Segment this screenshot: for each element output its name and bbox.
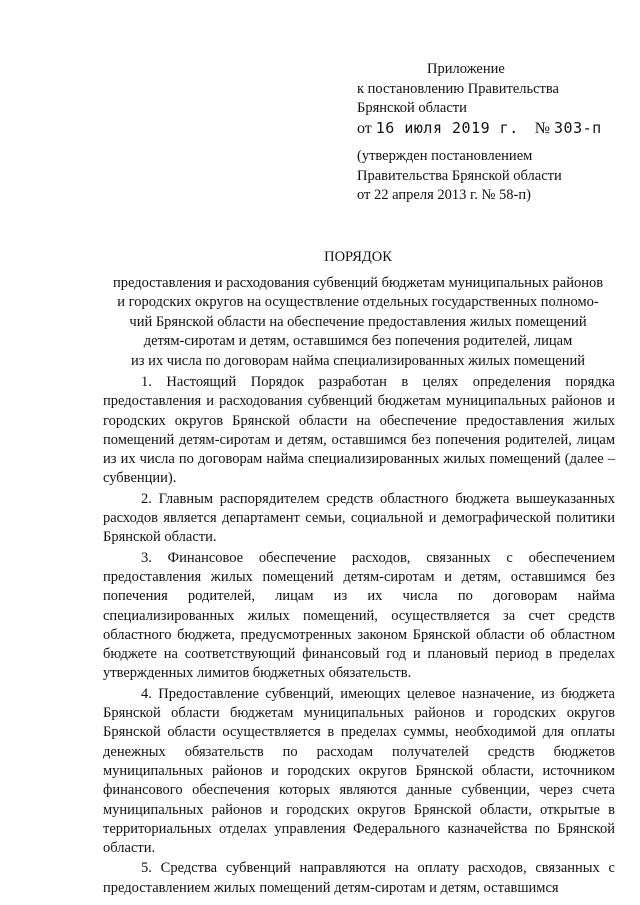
document-title: ПОРЯДОК (324, 249, 392, 265)
document-body (103, 373, 615, 899)
subtitle-line: и городских округов на осуществление отдельных государственных полномо- (117, 294, 599, 310)
subtitle-line: предоставления и расходования субвенций бюджетам муниципальных районов (112, 274, 604, 291)
subtitle-line: из их числа по договорам найма специализированных жилых помещений (131, 352, 585, 369)
approval-line-3: от 22 апреля 2013 г. № 58-п) (357, 187, 531, 203)
approval-note (357, 147, 617, 206)
document-title-block (88, 248, 628, 371)
paragraph-5: 5. Средства субвенций направляются на оплату расходов, связанных с предоставлением жилых помещений детям-сиротам и детям, оставшимся (103, 860, 615, 896)
paragraph-4: 4. Предоставление субвенций, имеющих целевое назначение, из бюджета Брянской области бюджетам муниципальных районов и городских округов Брянской области осуществляется в пределах суммы, необходимой для оплаты денежных обязательств по расходам получателей средств бюджетов муниципальных районов и городских округов Брянской области, источником финансового обеспечения которых являются данные субвенции, через счета муниципальных районов и городских округов Брянской области, открытые в территориальных отделах управления Федерального казначейства по Брянской области. (103, 685, 615, 857)
appendix-title: Приложение (427, 61, 505, 77)
number-value: 303-п (554, 118, 602, 137)
approval-line-2: Правительства Брянской области (357, 167, 562, 184)
appendix-line-1: к постановлению Правительства (357, 80, 559, 97)
date-prefix: от (357, 119, 372, 137)
subtitle-line: чий Брянской области на обеспечение предоставления жилых помещений (129, 313, 587, 330)
number-prefix: № (534, 119, 551, 137)
appendix-header (357, 60, 617, 138)
subtitle-line: детям-сиротам и детям, оставшимся без попечения родителей, лицам (143, 333, 573, 349)
paragraph-1: 1. Настоящий Порядок разработан в целях определения порядка предоставления и расходования субвенций бюджетам муниципальных районов и городских округов Брянской области на обеспечение предоставления жилых помещений детям-сиротам и детям, оставшимся без попечения родителей, лицам из их числа по договорам найма специализированных жилых помещений (далее – субвенции). (103, 374, 615, 487)
appendix-date-number (357, 119, 617, 139)
paragraph-3: 3. Финансовое обеспечение расходов, связанных с обеспечением предоставления жилых помещений детям-сиротам и детям, оставшимся без попечения родителей, лицам из их числа по договорам найма специализированных жилых помещений, осуществляется за счет средств областного бюджета, предусмотренных законом Брянской области об областном бюджете на соответствующий финансовый год и плановый период в пределах утвержденных лимитов бюджетных обязательств. (103, 549, 615, 682)
paragraph-2: 2. Главным распорядителем средств областного бюджета вышеуказанных расходов является департамент семьи, социальной и демографической политики Брянской области. (103, 490, 615, 546)
appendix-line-2: Брянской области (357, 100, 467, 116)
approval-line-1: (утвержден постановлением (357, 148, 533, 164)
date-value: 16 июля 2019 г. (375, 118, 519, 137)
